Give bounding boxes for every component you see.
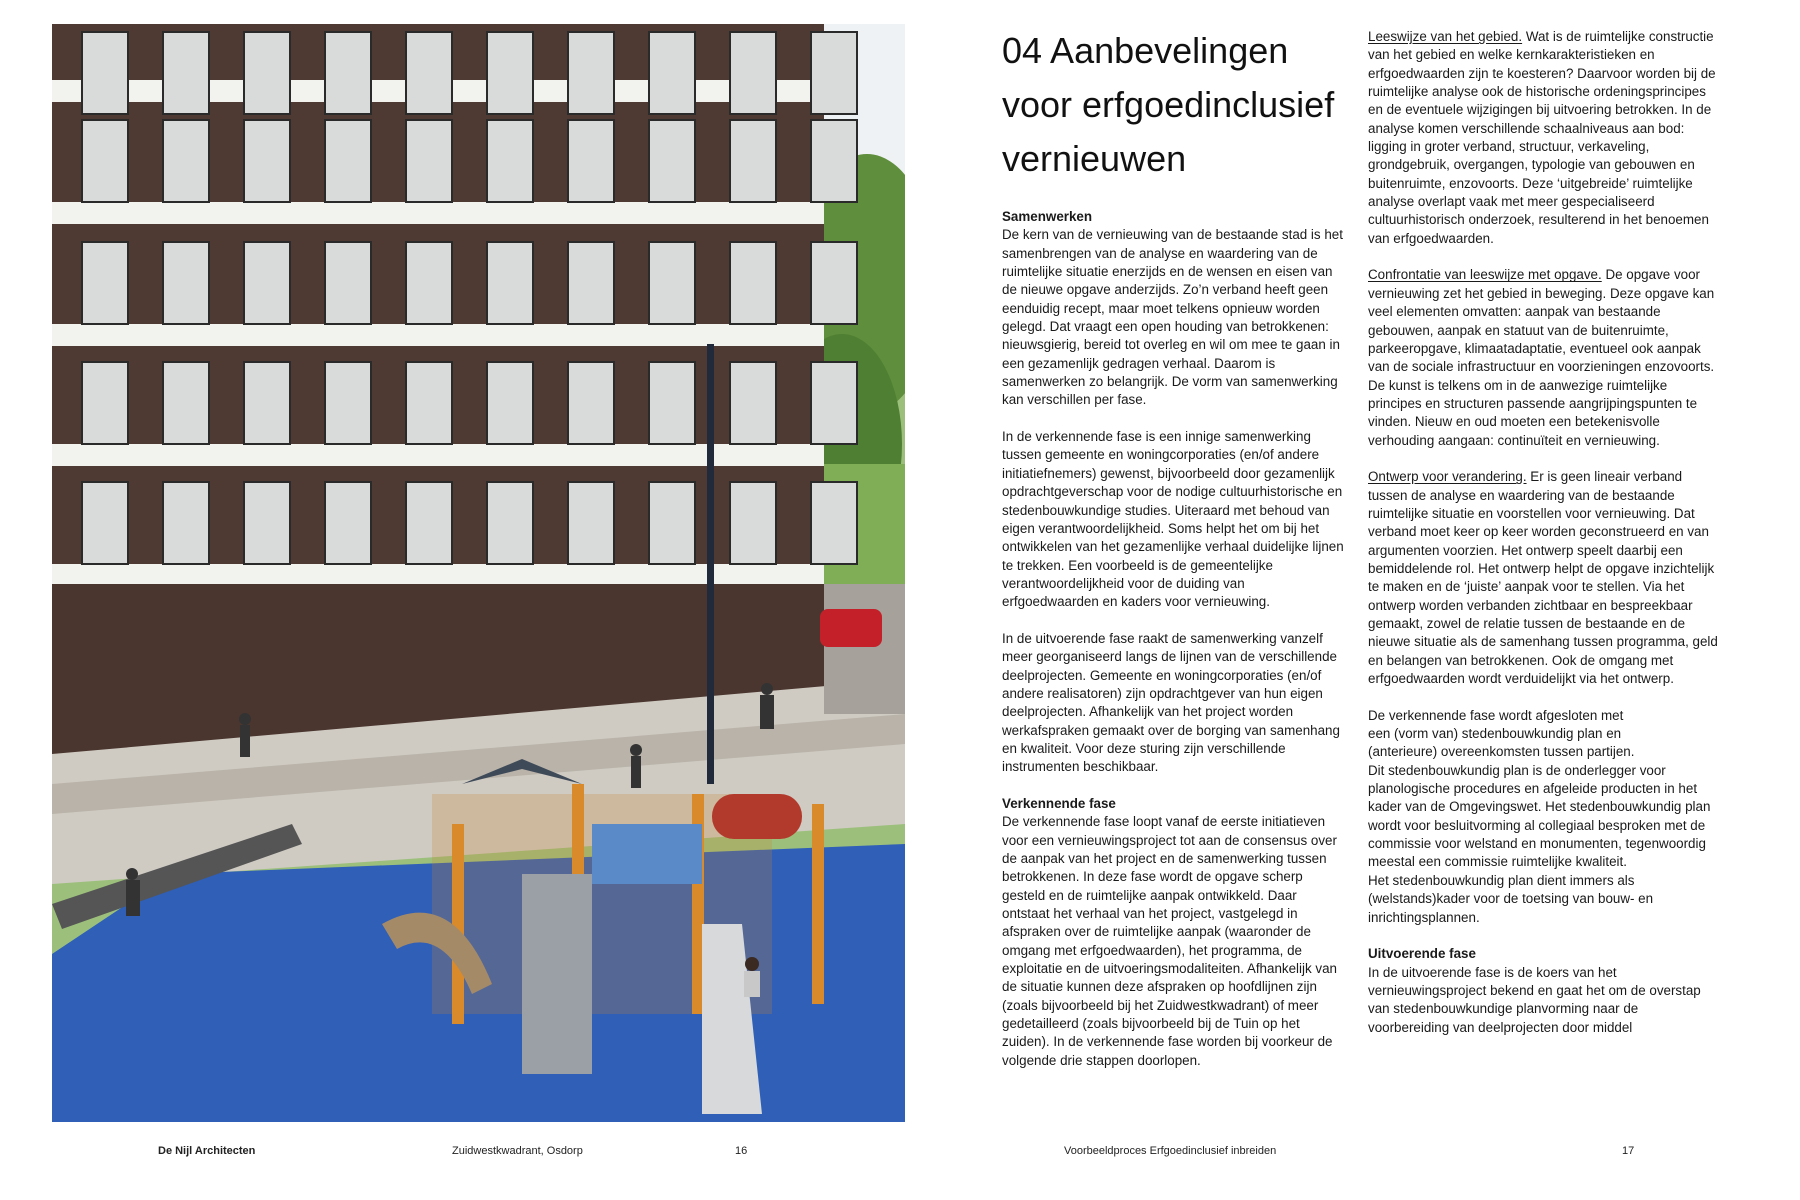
paragraph-confrontatie <box>1368 266 1718 449</box>
lead-leeswijze: Leeswijze van het gebied. <box>1368 29 1523 44</box>
building-window <box>568 242 614 324</box>
building-window <box>244 242 290 324</box>
building-window <box>730 482 776 564</box>
building-window <box>487 362 533 444</box>
photo-illustration <box>52 24 905 1122</box>
body-text: Er is geen lineair verband tussen de analyse en waardering van de bestaande ruimtelijke situatie en voorstellen voor vernieuwing. Dat verband moet keer op keer worden geconstrueerd en van argumenten voorzien. Het ontwerp speelt daarbij een bemiddelende rol. Het ontwerp helpt de opgave inzichtelijk te maken en de ‘juiste’ aanpak voor te stellen. Via het ontwerp worden verbanden zichtbaar en bespreekbaar gemaakt, zowel de relatie tussen de bestaande en de nieuwe situatie als de samenhang tussen programma, geld en belangen van betrokkenen. Ook de omgang met erfgoedwaarden wordt verduidelijkt via het ontwerp. <box>1368 469 1718 687</box>
playground-apartment-photo <box>52 24 905 1122</box>
building-window <box>649 32 695 114</box>
building-window <box>730 32 776 114</box>
building-window <box>82 32 128 114</box>
page-number-right: 17 <box>1622 1145 1635 1157</box>
lead-confrontatie: Confrontatie van leeswijze met opgave. <box>1368 267 1602 283</box>
building-window <box>163 242 209 324</box>
building-window <box>325 242 371 324</box>
building-window <box>325 32 371 114</box>
building-window <box>325 482 371 564</box>
building-window <box>82 482 128 564</box>
building-window <box>163 32 209 114</box>
lead-ontwerp: Ontwerp voor verandering. <box>1368 469 1527 485</box>
building-window <box>406 120 452 202</box>
body-text: Wat is de ruimtelijke constructie van het gebied en welke kernkarakteristieken en erfgoedwaarden zijn te koesteren? Daarvoor worden bij de ruimtelijke analyse ook de historische ordeningsprincipes en de eventuele wijzigingen bij uitvoering betrokken. In de analyse komen verschillende schaalniveaus aan bod: ligging in groter verband, structuur, verkaveling, grondgebruik, overgangen, typologie van gebouwen en buitenruimte, enzovoorts. Deze ‘uitgebreide’ ruimtelijke analyse overlapt vaak met meer gespecialiseerd cultuurhistorisch onderzoek, resulterend in het benoemen van erfgoedwaarden. <box>1368 29 1716 246</box>
paragraph: In de uitvoerende fase is de koers van het vernieuwingsproject bekend en gaat het om de overstap van stedenbouwkundige planvorming naar de voorbereiding van deelprojecten door middel <box>1368 964 1701 1035</box>
building-window <box>406 362 452 444</box>
building-window <box>406 242 452 324</box>
building-window <box>82 362 128 444</box>
building-window <box>811 482 857 564</box>
paragraph-ontwerp <box>1368 468 1718 688</box>
building-window <box>811 362 857 444</box>
text-column-left <box>1002 208 1344 1089</box>
building-window <box>163 482 209 564</box>
paragraph: De kern van de vernieuwing van de bestaande stad is het samenbrengen van de analyse en waardering van de ruimtelijke situatie enerzijds en de wensen en eisen van de nieuwe opgave anderzijds. Zo’n verband heeft geen eenduidig recept, maar moet telkens opnieuw worden gelegd. Dat vraagt een open houding van betrokkenen: nieuwsgierig, bereid tot overleg en wil om mee te gaan in een gezamenlijk gedragen verhaal. Daarom is samenwerken zo belangrijk. De vorm van samenwerking kan verschillen per fase. <box>1002 227 1343 408</box>
building-window <box>163 362 209 444</box>
building-window <box>568 482 614 564</box>
building-window <box>406 482 452 564</box>
building-window <box>568 362 614 444</box>
building-window <box>487 482 533 564</box>
building-window <box>811 32 857 114</box>
building-window <box>487 120 533 202</box>
building-window <box>487 242 533 324</box>
footer-project-name: Zuidwestkwadrant, Osdorp <box>452 1145 583 1157</box>
building-window <box>811 120 857 202</box>
footer-studio-name: De Nijl Architecten <box>158 1145 256 1157</box>
text-column-right <box>1368 28 1718 1055</box>
paragraph: In de verkennende fase is een innige samenwerking tussen gemeente en woningcorporaties (en/of andere initiatiefnemers) gewenst, bijvoorbeeld door gezamenlijk opdrachtgeverschap voor de nodige cultuurhistorische en stedenbouwkundige studies. Uiteraard met behoud van eigen verantwoordelijkheid. Soms helpt het om bij het ontwikkelen van het gezamenlijke verhaal duidelijke lijnen te trekken. Een voorbeeld is de gemeentelijke verantwoordelijkheid voor de duiding van erfgoedwaarden en kaders voor vernieuwing. <box>1002 429 1344 610</box>
section-heading-verkennende-fase: Verkennende fase <box>1002 796 1116 811</box>
building-window <box>811 242 857 324</box>
section-heading-samenwerken: Samenwerken <box>1002 209 1093 224</box>
building-window <box>568 32 614 114</box>
building-window <box>325 362 371 444</box>
building-window <box>82 120 128 202</box>
building-window <box>406 32 452 114</box>
building-window <box>568 120 614 202</box>
page-title: 04 Aanbevelingen voor erfgoedinclusief vernieuwen <box>1002 30 1335 179</box>
page-number-left: 16 <box>735 1145 748 1157</box>
paragraph-leeswijze <box>1368 28 1718 248</box>
building-window <box>730 120 776 202</box>
building-window <box>82 242 128 324</box>
line: een (vorm van) stedenbouwkundig plan en <box>1368 726 1622 742</box>
building-window <box>649 120 695 202</box>
body-text: Het stedenbouwkundig plan dient immers als (welstands)kader voor de toetsing van bouw- en inrichtingsplannen. <box>1368 872 1654 925</box>
line: (anterieure) overeenkomsten tussen partijen. <box>1368 744 1635 760</box>
building-window <box>244 120 290 202</box>
line: De verkennende fase wordt afgesloten met <box>1368 707 1624 723</box>
footer-document-title: Voorbeeldproces Erfgoedinclusief inbreiden <box>1064 1145 1277 1157</box>
building-window <box>244 32 290 114</box>
building-window <box>244 482 290 564</box>
paragraph-afsluiting <box>1368 707 1718 927</box>
building-window <box>487 32 533 114</box>
building-window <box>649 242 695 324</box>
building-window <box>649 362 695 444</box>
section-heading-uitvoerende-fase: Uitvoerende fase <box>1368 946 1476 962</box>
building-window <box>325 120 371 202</box>
paragraph: In de uitvoerende fase raakt de samenwerking vanzelf meer georganiseerd langs de lijnen van de verschillende deelprojecten. Gemeente en woningcorporaties (en/of andere realisatoren) zijn opdrachtgever van hun eigen deelprojecten. Afhankelijk van het project worden werkafspraken gemaakt over de borging van samenhang en kwaliteit. Voor deze sturing zijn verschillende instrumenten beschikbaar. <box>1002 630 1340 775</box>
body-text: De opgave voor vernieuwing zet het gebied in beweging. Deze opgave kan veel elementen omvatten: aanpak van bestaande gebouwen, aanpak en statuut van de buitenruimte, parkeeropgave, klimaatadaptatie, eventueel ook aanpak van de sociale infrastructuur en voorzieningen enzovoorts. De kunst is telkens om in de aanwezige ruimtelijke principes en structuren passende aangrijpingspunten te vinden. Nieuw en oud moeten een betekenisvolle verhouding aangaan: continuïteit en vernieuwing. <box>1368 267 1715 448</box>
building-window <box>649 482 695 564</box>
building-window <box>244 362 290 444</box>
body-text: Dit stedenbouwkundig plan is de onderlegger voor planologische procedures en afgeleide producten in het kader van de Omgevingswet. Het stedenbouwkundig plan wordt voor besluitvorming al collegiaal besproken met de commissie voor welstand en monumenten, tegenwoordig meestal een commissie ruimtelijke kwaliteit. <box>1368 762 1711 870</box>
building-window <box>730 242 776 324</box>
paragraph: De verkennende fase loopt vanaf de eerste initiatieven voor een vernieuwingsproject tot aan de consensus over de aanpak van het project en de samenwerking tussen betrokkenen. In deze fase wordt de opgave scherp gesteld en de ruimtelijke aanpak ontwikkeld. Daar ontstaat het verhaal van het project, vastgelegd in afspraken over de ruimtelijke aanpak (waaronder de omgang met erfgoedwaarden), het programma, de exploitatie en de uitvoeringsmodaliteiten. Afhankelijk van de situatie kunnen deze afspraken op hoofdlijnen zijn (zoals bijvoorbeeld bij het Zuidwestkwadrant) of meer gedetailleerd (zoals bijvoorbeeld bij de Tuin op het zuiden). In de verkennende fase worden bij voorkeur de volgende drie stappen doorlopen. <box>1002 814 1337 1068</box>
building-window <box>730 362 776 444</box>
building-window <box>163 120 209 202</box>
